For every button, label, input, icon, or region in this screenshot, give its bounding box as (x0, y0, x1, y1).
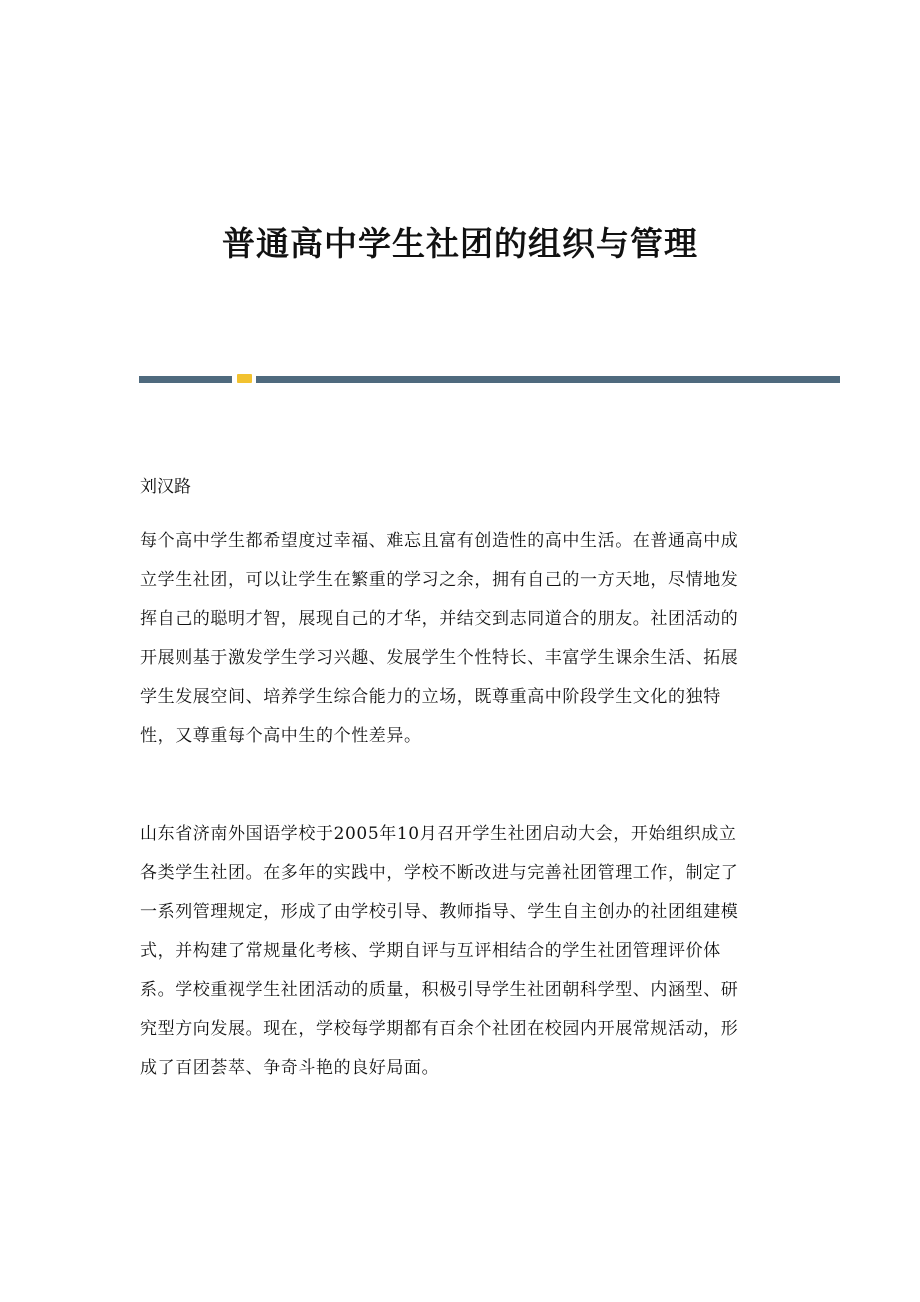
text-line: 学生发展空间、培养学生综合能力的立场，既尊重高中阶段学生文化的独特 (140, 687, 721, 707)
text-line: 开展则基于激发学生学习兴趣、发展学生个性特长、丰富学生课余生活、拓展 (140, 648, 739, 668)
paragraph-2 (140, 815, 738, 1088)
text-line: 式，并构建了常规量化考核、学期自评与互评相结合的学生社团管理评价体 (140, 941, 721, 961)
paragraph-1 (140, 522, 738, 756)
text-line: 挥自己的聪明才智，展现自己的才华，并结交到志同道合的朋友。社团活动的 (140, 609, 739, 629)
text-line: 山东省济南外国语学校于2005年10月召开学生社团启动大会，开始组织成立 (140, 824, 737, 844)
text-line: 究型方向发展。现在，学校每学期都有百余个社团在校园内开展常规活动，形 (140, 1019, 739, 1039)
text-line: 每个高中学生都希望度过幸福、难忘且富有创造性的高中生活。在普通高中成 (140, 531, 739, 551)
author-name: 刘汉路 (140, 477, 191, 497)
divider-ornament (237, 374, 252, 383)
text-line: 立学生社团，可以让学生在繁重的学习之余，拥有自己的一方天地，尽情地发 (140, 570, 739, 590)
divider-left (139, 376, 232, 383)
text-line: 各类学生社团。在多年的实践中，学校不断改进与完善社团管理工作，制定了 (140, 863, 739, 883)
text-line: 系。学校重视学生社团活动的质量，积极引导学生社团朝科学型、内涵型、研 (140, 980, 739, 1000)
text-line: 一系列管理规定，形成了由学校引导、教师指导、学生自主创办的社团组建模 (140, 902, 739, 922)
text-line: 性，又尊重每个高中生的个性差异。 (140, 726, 422, 746)
divider-right (256, 376, 840, 383)
text-line: 成了百团荟萃、争奇斗艳的良好局面。 (140, 1058, 440, 1078)
document-title: 普通高中学生社团的组织与管理 (222, 224, 698, 263)
